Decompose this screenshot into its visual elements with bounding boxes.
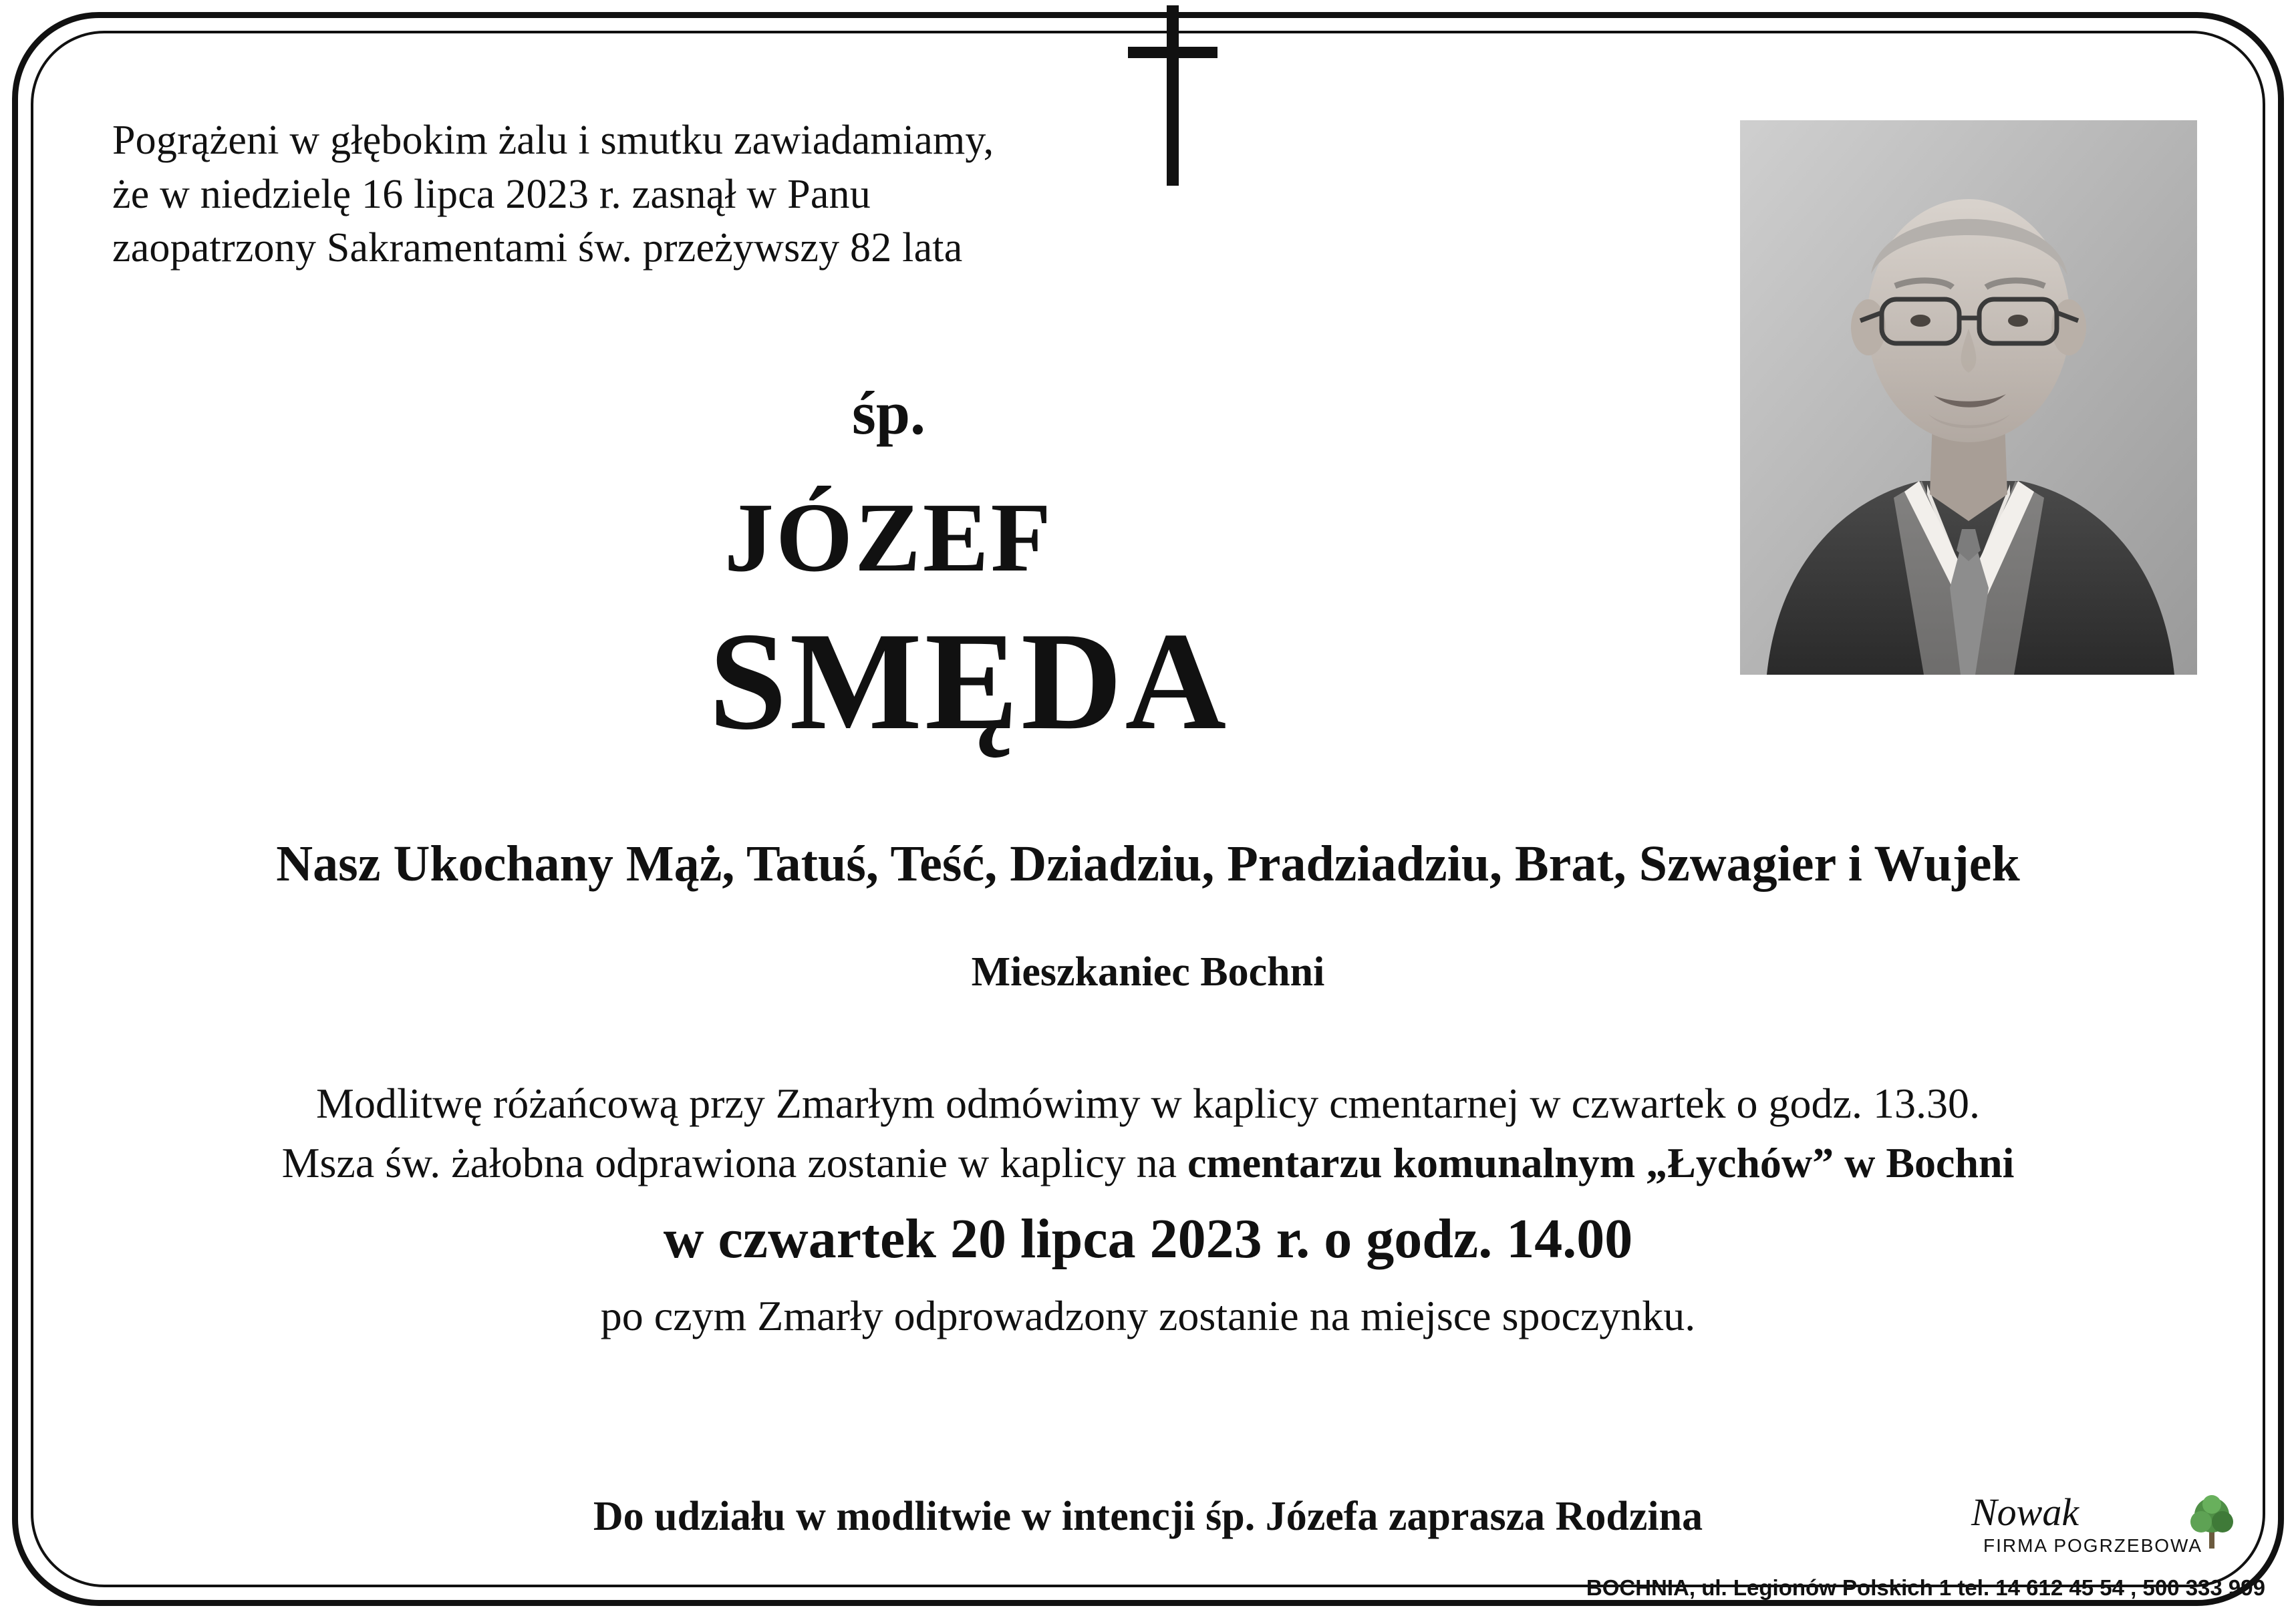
mass-prefix: Msza św. żałobna odprawiona zostanie w kaplicy na [281,1139,1187,1187]
logo-subtitle: FIRMA POGRZEBOWA [1983,1535,2203,1556]
ceremony-details [0,1076,2296,1347]
logo-brand: Nowak [1971,1490,2079,1534]
rosary-line: Modlitwę różańcową przy Zmarłym odmówimy w kaplicy cmentarnej w czwartek o godz. 13.30. [316,1080,1980,1127]
intro-line-2: że w niedzielę 16 lipca 2023 r. zasnął w Panu [112,171,871,217]
funeral-company-logo [1965,1490,2245,1563]
tree-icon [2185,1492,2239,1550]
company-contact: BOCHNIA, ul. Legionów Polskich 1 tel. 14 612 45 54 , 500 333 999 [1586,1575,2265,1600]
residence-line: Mieszkaniec Bochni [971,949,1325,995]
relations-line: Nasz Ukochany Mąż, Tatuś, Teść, Dziadziu, Pradziadziu, Brat, Szwagier i Wujek [276,836,2020,892]
intro-text [112,114,1181,275]
intro-line-1: Pogrążeni w głębokim żalu i smutku zawiadamiamy, [112,118,994,163]
mass-place: cmentarzu komunalnym „Łychów” w Bochni [1187,1139,2015,1187]
mass-line [0,1135,2296,1190]
last-name: SMĘDA [708,604,1230,759]
honorific: śp. [852,379,925,447]
after-line: po czym Zmarły odprowadzony zostanie na miejsce spoczynku. [600,1291,1696,1339]
invitation-line: Do udziału w modlitwie w intencji śp. Józefa zaprasza Rodzina [593,1494,1703,1539]
mass-time: w czwartek 20 lipca 2023 r. o godz. 14.00 [663,1208,1633,1271]
intro-line-3: zaopatrzony Sakramentami św. przeżywszy 82 lata [112,225,963,271]
portrait-photo [1740,120,2197,675]
first-name: JÓZEF [724,483,1053,593]
